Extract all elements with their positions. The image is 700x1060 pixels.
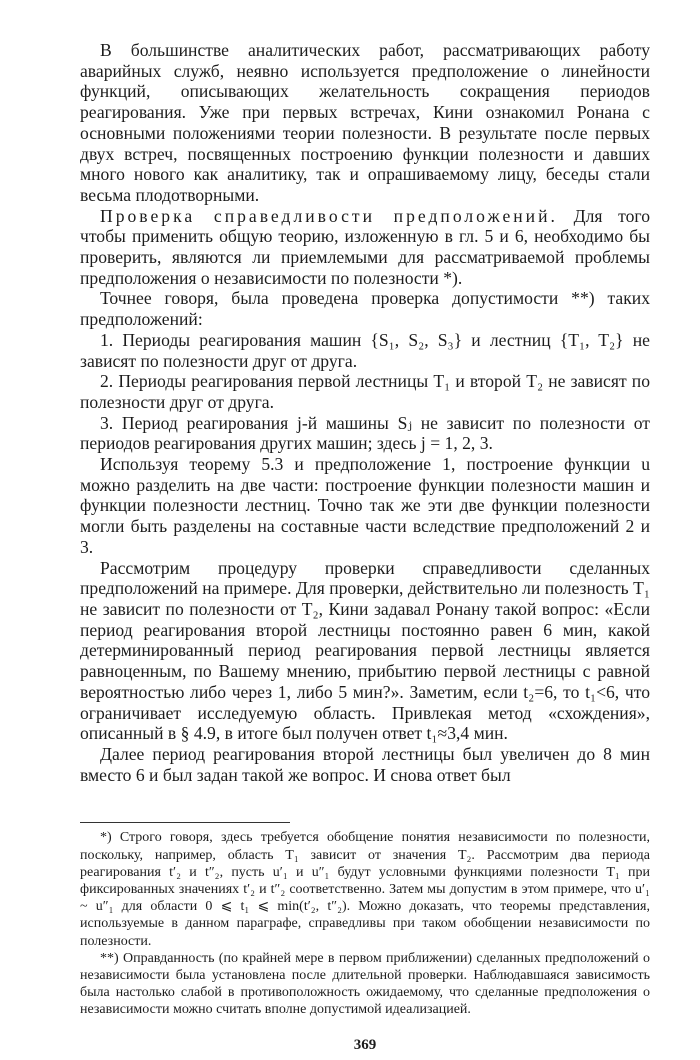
- paragraph-4: Используя теорему 5.3 и предположение 1, построение функции u можно разделить на две части: построение функции полезности машин и функции полезности лестниц. Точно так же эти две функции полезности могли быть разделены на составные части вследствие предположений 2 и 3.: [80, 454, 650, 557]
- footnote-2: **) Оправданность (по крайней мере в первом приближении) сделанных предположений о независимости была установлена после длительной проверки. Наблюдавшаяся зависимость была настолько слабой в противоположность ожидаемому, что сделанные предположения о независимости можно считать вполне допустимой идеализацией.: [80, 950, 650, 1018]
- paragraph-3: Точнее говоря, была проведена проверка допустимости **) таких предположений:: [80, 288, 650, 330]
- book-page: [80, 40, 650, 1054]
- paragraph-2-text: Для того чтобы применить общую теорию, изложенную в гл. 5 и 6, необходимо бы проверить, являются ли приемлемыми для рассматриваемой проблемы предположения о независимости по полезности *).: [80, 205, 651, 288]
- paragraph-1: В большинстве аналитических работ, рассматривающих работу аварийных служб, неявно используется предположение о линейности функций, описывающих желательность сокращения периодов реагирования. Уже при первых встречах, Кини ознакомил Ронана с основными положениями теории полезности. В результате после первых двух встреч, посвященных построению функции полезности и давших много нового как аналитику, так и опрашиваемому лицу, беседы стали весьма плодотворными.: [80, 40, 650, 205]
- paragraph-2: [80, 206, 650, 289]
- paragraph-6: Далее период реагирования второй лестницы был увеличен до 8 мин вместо 6 и был задан такой же вопрос. И снова ответ был: [80, 743, 650, 785]
- footnote-1: *) Строго говоря, здесь требуется обобщение понятия независимости по полезности, поскольку, например, область T₁ зависит от значения T₂. Рассмотрим два периода реагирования t′₂ и t″₂, пусть u′₁ и u″₁ будут условными функциями полезности T₁ при фиксированных значениях t′₂ и t″₂ соответственно. Затем мы допустим в этом примере, что u′₁ ~ u″₁ для области 0 ⩽ t₁ ⩽ min(t′₂, t″₂). Можно доказать, что теоремы представления, используемые в данном параграфе, справедливы при таком обобщении независимости по полезности.: [80, 830, 650, 949]
- paragraph-5: Рассмотрим процедуру проверки справедливости сделанных предположений на примере. Для проверки, действительно ли полезность T₁ не зависит по полезности от T₂, Кини задавал Ронану такой вопрос: «Если период реагирования второй лестницы постоянно равен 6 мин, какой детерминированный период реагирования первой лестницы является равноценным, по Вашему мнению, прибытию первой лестницы с равной вероятностью либо через 1, либо 5 мин?». Заметим, если t₂=6, то t₁<6, что ограничивает исследуемую область. Привлекая метод «схождения», описанный в § 4.9, в итоге был получен ответ t₁≈3,4 мин.: [80, 557, 650, 744]
- main-text: [80, 40, 650, 785]
- footnote-divider: [80, 822, 290, 823]
- footnotes: [80, 829, 650, 1018]
- page-number: 369: [353, 1036, 377, 1053]
- assumption-2: 2. Периоды реагирования первой лестницы T₁ и второй T₂ не зависят по полезности друг от друга.: [80, 371, 650, 412]
- assumption-3: 3. Период реагирования j-й машины Sⱼ не зависит по полезности от периодов реагирования других машин; здесь j = 1, 2, 3.: [80, 412, 650, 454]
- section-heading: Проверка справедливости предположений.: [100, 205, 558, 226]
- assumption-1: 1. Периоды реагирования машин {S₁, S₂, S₃} и лестниц {T₁, T₂} не зависят по полезности друг от друга.: [80, 329, 650, 371]
